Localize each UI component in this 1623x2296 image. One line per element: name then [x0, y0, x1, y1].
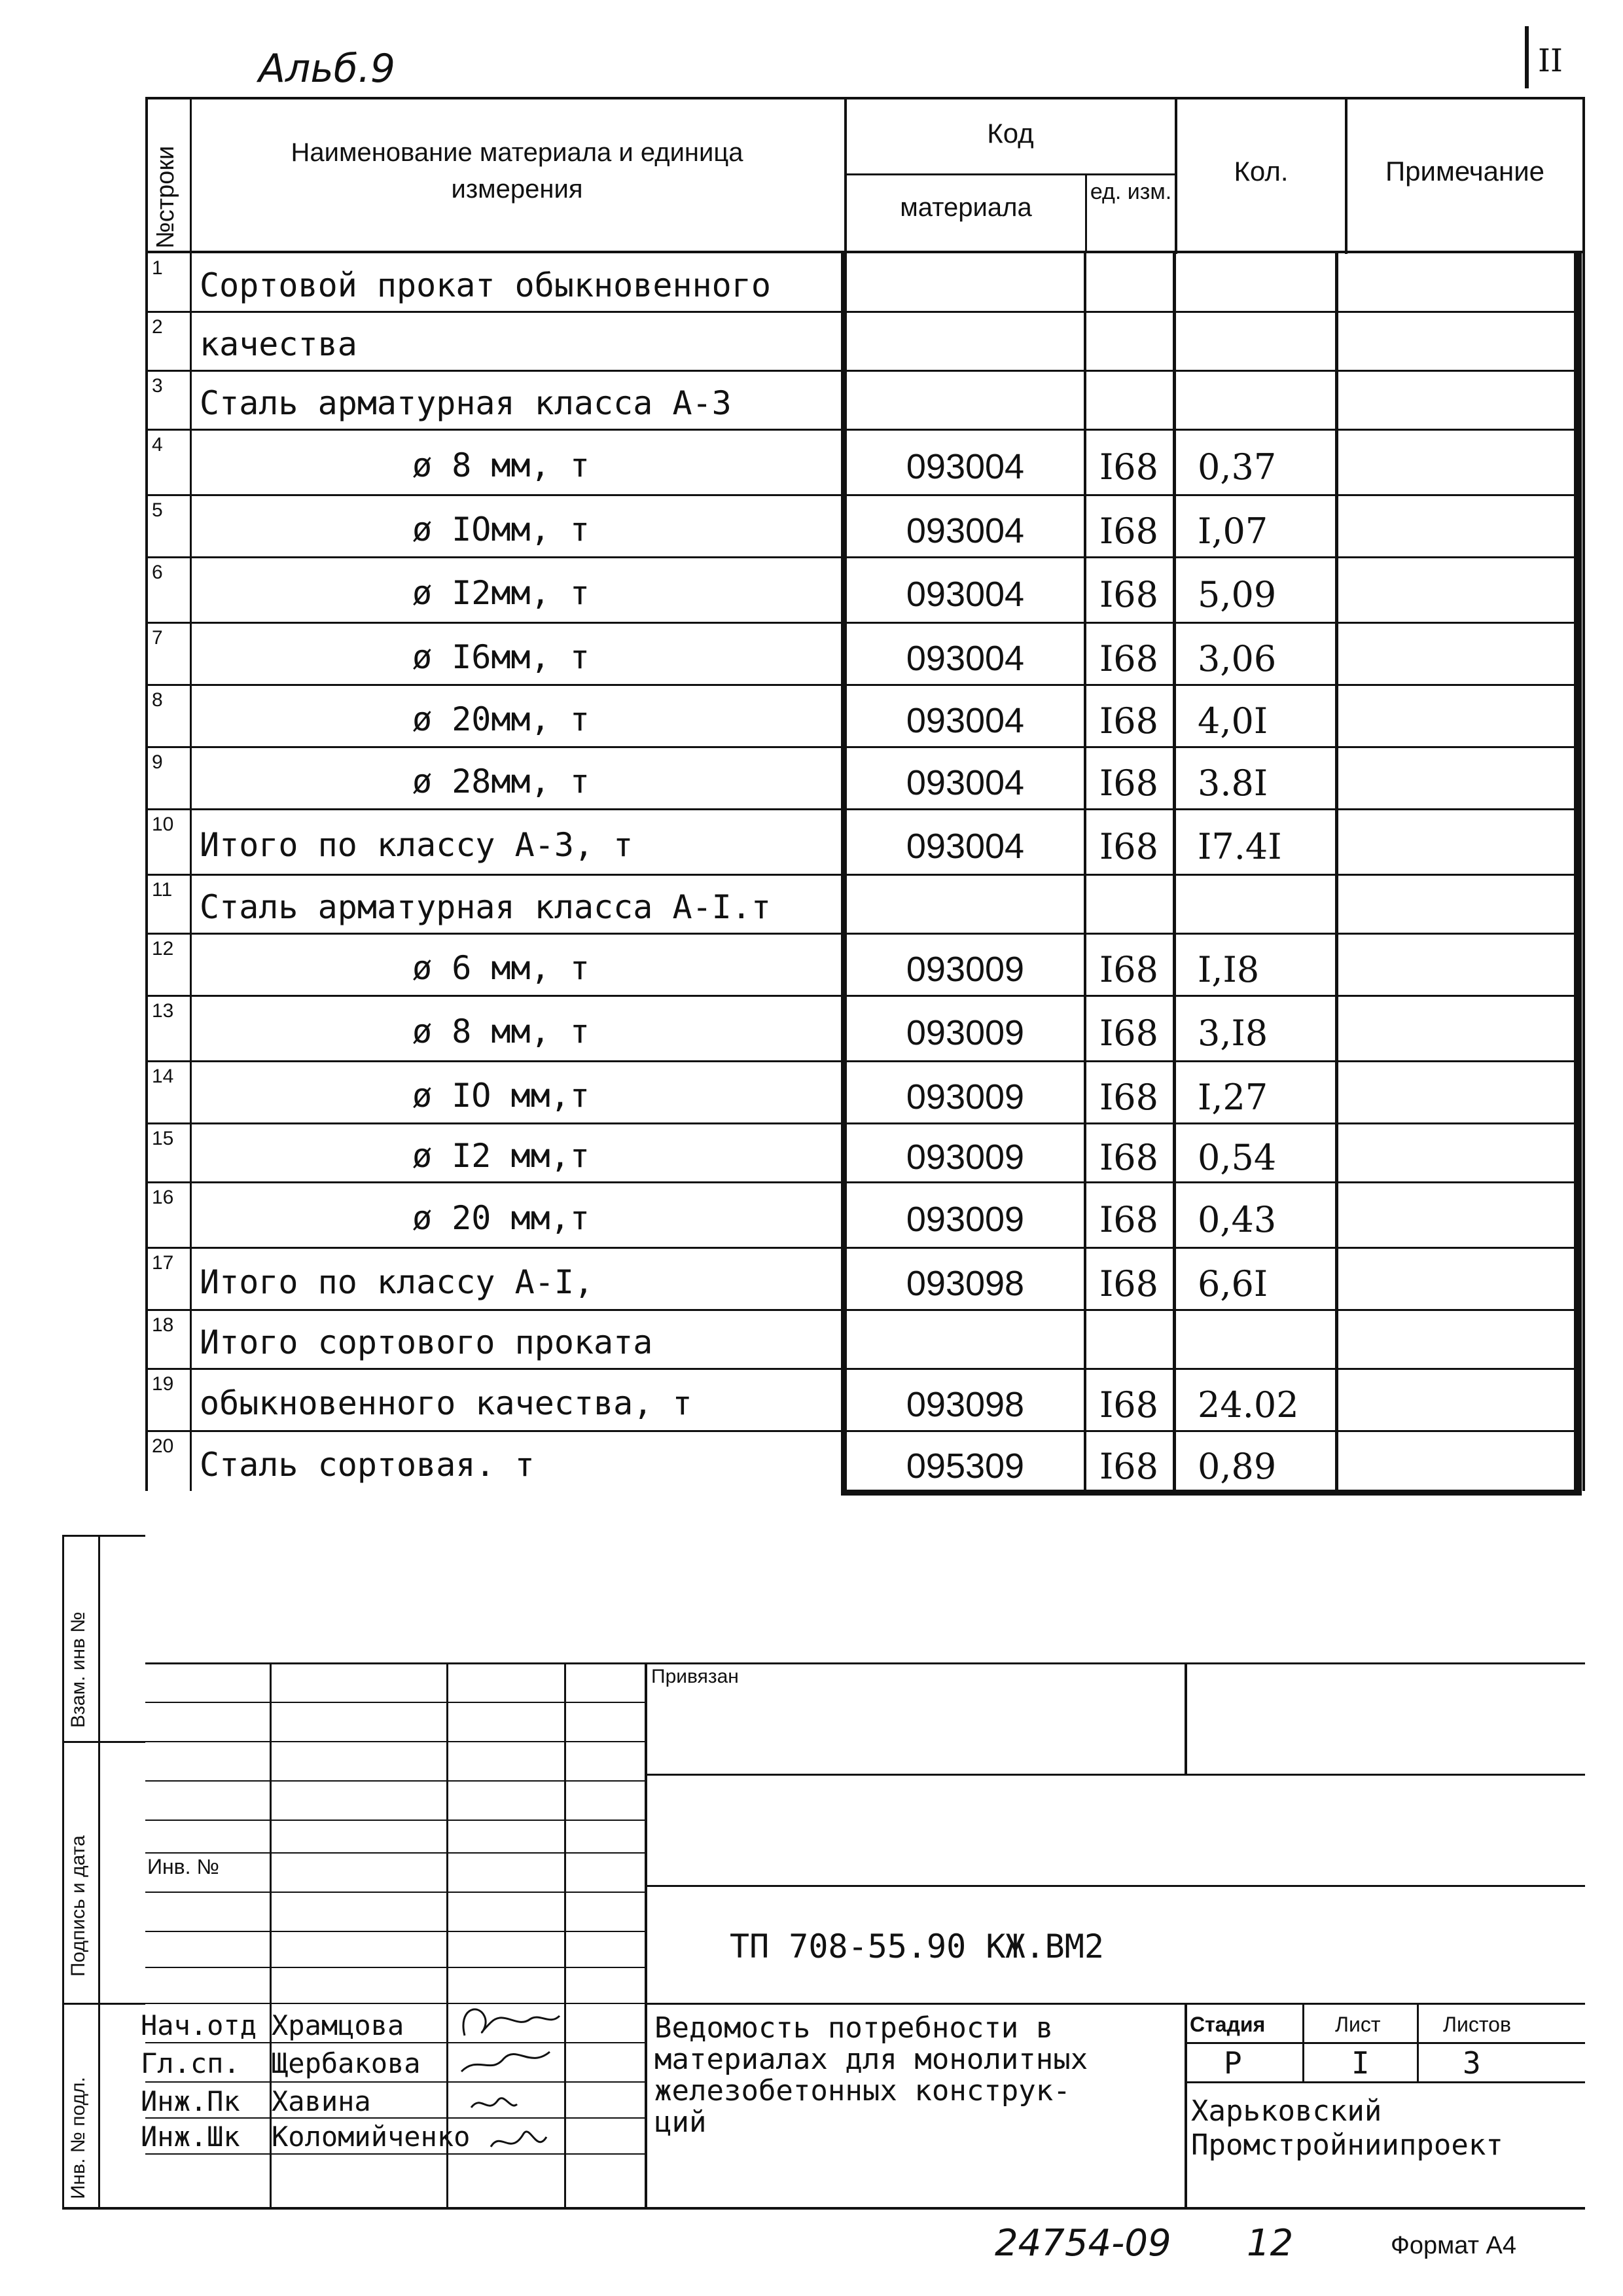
org-line-1: Харьковский [1191, 2094, 1382, 2128]
sheets-label: Листов [1443, 2013, 1511, 2036]
stage-label: Стадия [1190, 2013, 1266, 2036]
unit-code: I68 [1099, 510, 1159, 552]
material-code: 093009 [906, 1200, 1025, 1239]
material-name: Сталь арматурная класса А-I.т [200, 888, 771, 926]
diameter: ø 28мм, т [412, 762, 590, 800]
quantity: 5,09 [1198, 574, 1277, 615]
quantity: 0,43 [1198, 1199, 1277, 1240]
diameter: ø 20 мм,т [412, 1199, 590, 1237]
document-title [654, 2013, 1088, 2138]
sheet-value: I [1351, 2045, 1370, 2081]
inv-podl-label: Инв. № подл. [67, 2077, 89, 2199]
unit-code: I68 [1099, 574, 1159, 615]
person-role-1: Нач.отд [141, 2009, 257, 2041]
archive-page: 12 [1247, 2222, 1294, 2265]
unit-code: I68 [1099, 1076, 1159, 1118]
material-code: 093004 [906, 700, 1025, 740]
row-number-header: №строки [152, 145, 179, 249]
diameter: ø I2 мм,т [412, 1137, 590, 1175]
album-label: Альб.9 [259, 46, 396, 92]
row-number: 7 [152, 627, 163, 649]
row-number: 13 [152, 1000, 174, 1022]
unit-code: I68 [1099, 637, 1159, 679]
unit-code: I68 [1099, 446, 1159, 488]
row-number: 5 [152, 499, 163, 521]
material-name: Итого по классу А-3, т [200, 826, 633, 864]
unit-code: I68 [1099, 1384, 1159, 1426]
row-number: 12 [152, 938, 174, 960]
page-number: II [1538, 43, 1563, 79]
title-line-3: железобетонных конструк- [654, 2074, 1071, 2108]
material-code: 093004 [906, 447, 1025, 486]
row-number: 2 [152, 316, 163, 338]
material-code: 093004 [906, 827, 1025, 866]
material-name: качества [200, 325, 357, 363]
person-name-1: Храмцова [272, 2009, 404, 2041]
material-code: 093004 [906, 511, 1025, 550]
organization [1191, 2094, 1503, 2162]
title-line-1: Ведомость потребности в [654, 2011, 1054, 2045]
diameter: ø 8 мм, т [412, 1013, 590, 1050]
material-header: материала [900, 193, 1032, 222]
person-role-2: Гл.сп. [141, 2047, 240, 2079]
quantity: I,27 [1198, 1076, 1268, 1118]
material-code: 093098 [906, 1384, 1025, 1424]
row-number: 20 [152, 1435, 174, 1457]
row-number: 11 [152, 879, 173, 901]
row-number: 16 [152, 1187, 174, 1208]
diameter: ø 20мм, т [412, 700, 590, 738]
person-role-3: Инж.Пк [141, 2085, 240, 2117]
row-number: 1 [152, 257, 163, 279]
material-code: 093009 [906, 949, 1025, 989]
sheet-label: Лист [1335, 2013, 1381, 2036]
unit-code: I68 [1099, 762, 1159, 804]
material-name: Сталь арматурная класса А-3 [200, 384, 732, 422]
row-number: 8 [152, 689, 163, 711]
diameter: ø I6мм, т [412, 637, 590, 676]
quantity: I,I8 [1198, 948, 1260, 990]
diameter: ø 8 мм, т [412, 446, 590, 484]
inv-no-label: Инв. № [147, 1855, 219, 1878]
quantity: I7.4I [1198, 826, 1282, 867]
title-line-4: ций [654, 2106, 707, 2139]
vzam-inv-label: Взам. инв № [67, 1611, 89, 1728]
material-code: 095309 [906, 1446, 1025, 1486]
paper-format: Формат А4 [1391, 2232, 1517, 2259]
diameter: ø I2мм, т [412, 574, 590, 612]
document-designation: ТП 708-55.90 КЖ.ВМ2 [730, 1928, 1104, 1965]
quantity: 0,37 [1198, 446, 1277, 488]
stage-value: Р [1224, 2045, 1242, 2081]
quantity: 6,6I [1198, 1263, 1268, 1304]
material-name: обыкновенного качества, т [200, 1384, 692, 1422]
unit-code: I68 [1099, 948, 1159, 990]
quantity: 0,89 [1198, 1445, 1277, 1487]
row-number: 6 [152, 562, 163, 583]
material-name: Сталь сортовая. т [200, 1445, 535, 1484]
sheets-value: 3 [1463, 2045, 1481, 2081]
name-header: Наименование материала и единица измерения [291, 138, 743, 204]
row-number: 10 [152, 814, 174, 835]
quantity: 3,06 [1198, 637, 1277, 679]
material-code: 093004 [906, 638, 1025, 678]
unit-code: I68 [1099, 1199, 1159, 1240]
unit-code: I68 [1099, 1445, 1159, 1487]
quantity: 4,0I [1198, 700, 1268, 742]
quantity: I,07 [1198, 510, 1268, 552]
person-name-3: Хавина [272, 2085, 371, 2117]
row-number: 19 [152, 1373, 174, 1395]
row-number: 17 [152, 1252, 174, 1274]
material-name: Итого сортового проката [200, 1323, 653, 1361]
quantity: 3.8I [1198, 762, 1268, 804]
unit-code: I68 [1099, 700, 1159, 742]
row-number: 4 [152, 434, 163, 456]
privyazan-label: Привязан [651, 1666, 739, 1687]
org-line-2: Промстройниипроект [1191, 2128, 1503, 2162]
unit-code: I68 [1099, 1137, 1159, 1178]
material-code: 093009 [906, 1077, 1025, 1117]
material-name: Итого по классу А-I, [200, 1263, 594, 1301]
material-code: 093098 [906, 1263, 1025, 1303]
note-header: Примечание [1385, 156, 1545, 187]
unit-code: I68 [1099, 826, 1159, 867]
quantity: 24.02 [1198, 1384, 1299, 1426]
material-code: 093004 [906, 762, 1025, 802]
archive-number: 24754-09 [995, 2222, 1171, 2265]
quantity: 3,I8 [1198, 1013, 1268, 1054]
person-role-4: Инж.Шк [141, 2121, 240, 2153]
row-number: 15 [152, 1128, 174, 1149]
quantity: 0,54 [1198, 1137, 1277, 1178]
row-number: 9 [152, 751, 163, 773]
diameter: ø IOмм, т [412, 510, 590, 548]
material-code: 093009 [906, 1013, 1025, 1052]
material-code: 093009 [906, 1138, 1025, 1177]
person-name-2: Щербакова [272, 2047, 421, 2079]
signature-marks [452, 1990, 569, 2186]
material-name: Сортовой прокат обыкновенного [200, 266, 771, 304]
unit-code: I68 [1099, 1263, 1159, 1304]
row-number: 18 [152, 1314, 174, 1336]
unit-header: ед. изм. [1090, 179, 1172, 204]
diameter: ø 6 мм, т [412, 948, 590, 987]
row-number: 14 [152, 1066, 174, 1087]
qty-header: Кол. [1234, 156, 1289, 187]
unit-code: I68 [1099, 1013, 1159, 1054]
code-header: Код [987, 118, 1034, 149]
row-number: 3 [152, 375, 163, 397]
title-line-2: материалах для монолитных [654, 2043, 1088, 2076]
diameter: ø IO мм,т [412, 1076, 590, 1115]
person-name-4: Коломийченко [272, 2121, 471, 2153]
signature-date-label: Подпись и дата [67, 1835, 89, 1977]
material-code: 093004 [906, 575, 1025, 614]
